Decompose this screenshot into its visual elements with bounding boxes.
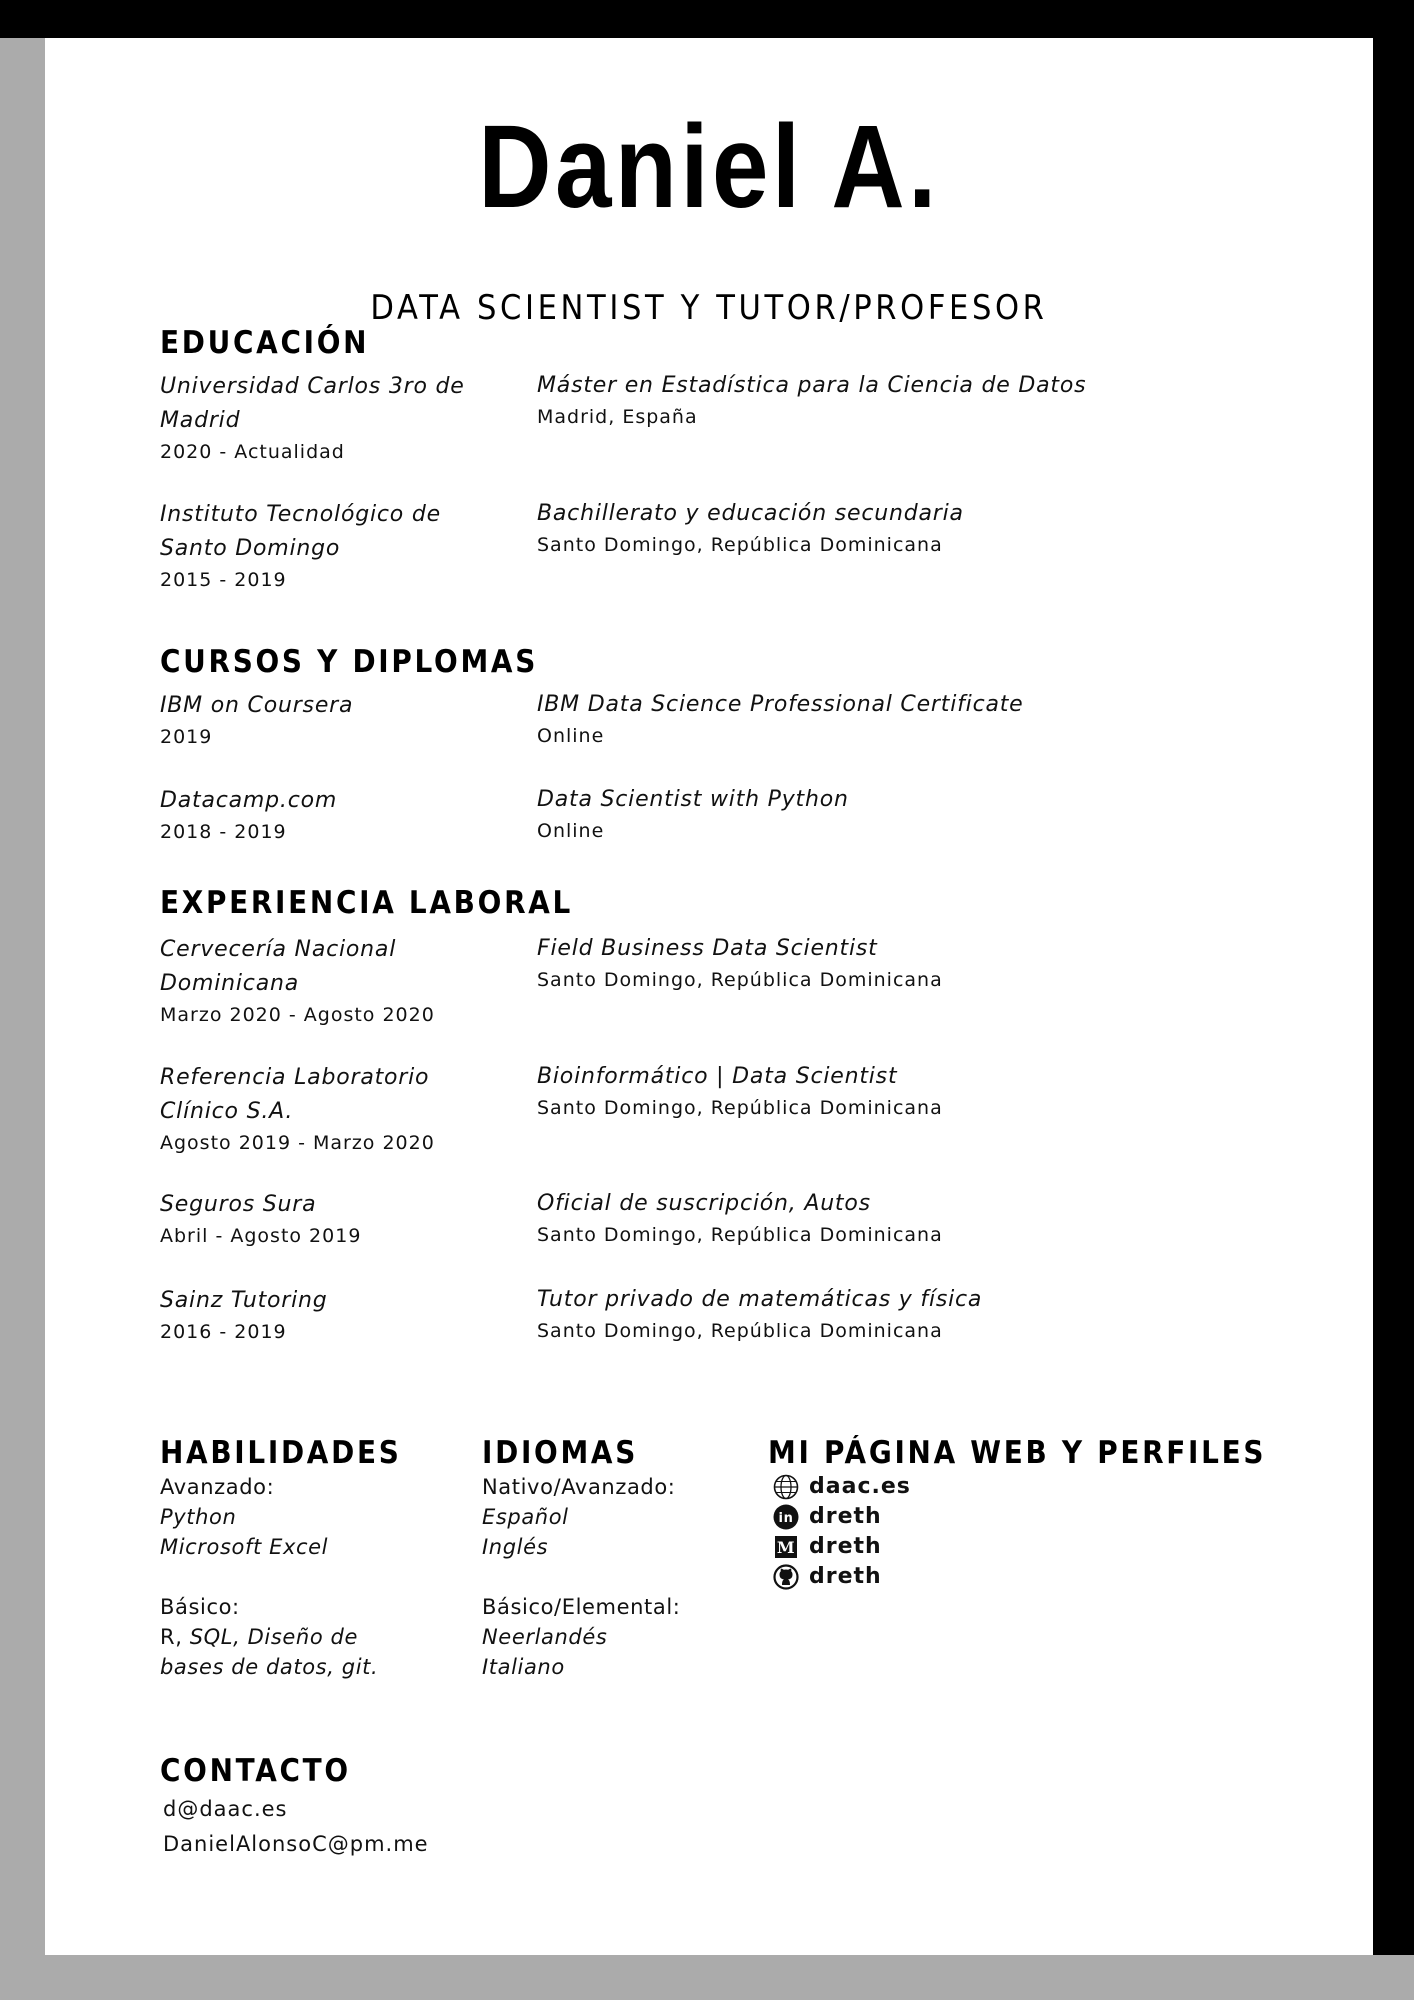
company-name-cont: Dominicana <box>160 971 300 996</box>
education-dates: 2015 - 2019 <box>160 569 287 591</box>
profile-link-linkedin[interactable] <box>773 1502 1273 1532</box>
job-location: Santo Domingo, República Dominicana <box>537 1097 943 1119</box>
profiles-list <box>773 1472 1273 1592</box>
experience-dates: Abril - Agosto 2019 <box>160 1225 362 1247</box>
languages-list <box>482 1472 742 1682</box>
course-name: IBM Data Science Professional Certificate <box>537 692 1024 717</box>
course-provider: IBM on Coursera <box>160 693 354 718</box>
languages-native-label: Nativo/Avanzado: <box>482 1475 676 1499</box>
resume-page <box>45 38 1373 1955</box>
svg-text:in: in <box>778 1511 794 1526</box>
job-location: Santo Domingo, República Dominicana <box>537 969 943 991</box>
section-title-profiles: MI PÁGINA WEB Y PERFILES <box>768 1435 1267 1471</box>
experience-entry-1-left <box>160 933 490 1029</box>
profile-link-text: dreth <box>809 1504 882 1529</box>
skills-list <box>160 1472 460 1682</box>
profile-link-medium[interactable] <box>773 1532 1273 1562</box>
job-role: Bioinformático | Data Scientist <box>537 1064 898 1089</box>
experience-entry-3-left <box>160 1188 490 1250</box>
course-dates: 2018 - 2019 <box>160 821 287 843</box>
experience-dates: 2016 - 2019 <box>160 1321 287 1343</box>
left-border <box>0 38 45 2000</box>
github-icon <box>773 1564 799 1590</box>
experience-entry-2-right <box>537 1061 1297 1123</box>
course-entry-2-left <box>160 784 490 846</box>
company-name: Sainz Tutoring <box>160 1288 328 1313</box>
experience-entry-1-right <box>537 933 1297 995</box>
course-dates: 2019 <box>160 726 213 748</box>
language-item: Inglés <box>482 1535 549 1559</box>
section-title-courses: CURSOS Y DIPLOMAS <box>160 644 538 680</box>
experience-entry-4-right <box>537 1284 1297 1346</box>
bottom-border <box>0 1955 1414 2000</box>
contact-email[interactable]: DanielAlonsoC@pm.me <box>163 1832 429 1856</box>
program-name: Máster en Estadística para la Ciencia de Datos <box>537 373 1087 398</box>
language-item: Italiano <box>482 1655 565 1679</box>
education-entry-2-left <box>160 498 490 594</box>
experience-entry-3-right <box>537 1188 1297 1250</box>
resume-subtitle: DATA SCIENTIST Y TUTOR/PROFESOR <box>370 288 1048 328</box>
profile-link-text: dreth <box>809 1534 882 1559</box>
skill-item: Python <box>160 1505 237 1529</box>
linkedin-icon <box>773 1504 799 1530</box>
skill-basic-rest: SQL, Diseño de <box>189 1625 359 1649</box>
experience-dates: Agosto 2019 - Marzo 2020 <box>160 1132 435 1154</box>
profile-link-text: dreth <box>809 1564 882 1589</box>
skill-basic-prefix: R, <box>160 1625 190 1649</box>
course-entry-2-right <box>537 784 1297 846</box>
medium-icon <box>773 1534 799 1560</box>
globe-icon <box>773 1474 799 1500</box>
svg-text:M: M <box>776 1538 796 1557</box>
skills-basic-line-2: bases de datos, git. <box>160 1655 379 1679</box>
institution-name: Instituto Tecnológico de <box>160 502 441 527</box>
experience-dates: Marzo 2020 - Agosto 2020 <box>160 1004 435 1026</box>
section-title-skills: HABILIDADES <box>160 1435 402 1471</box>
program-name: Bachillerato y educación secundaria <box>537 501 964 526</box>
language-item: Neerlandés <box>482 1625 608 1649</box>
top-border <box>0 0 1414 38</box>
institution-name-cont: Madrid <box>160 408 241 433</box>
contact-email[interactable]: d@daac.es <box>163 1797 288 1821</box>
education-entry-1-right <box>537 370 1297 432</box>
skill-item: Microsoft Excel <box>160 1535 329 1559</box>
experience-entry-2-left <box>160 1061 490 1157</box>
job-role: Oficial de suscripción, Autos <box>537 1191 871 1216</box>
course-entry-1-right <box>537 689 1297 751</box>
job-role: Field Business Data Scientist <box>537 936 878 961</box>
section-title-education: EDUCACIÓN <box>160 325 370 361</box>
experience-entry-4-left <box>160 1284 490 1346</box>
job-location: Santo Domingo, República Dominicana <box>537 1320 943 1342</box>
course-mode: Online <box>537 725 605 747</box>
course-mode: Online <box>537 820 605 842</box>
profile-link-website[interactable] <box>773 1472 1273 1502</box>
company-name: Cervecería Nacional <box>160 937 397 962</box>
program-location: Santo Domingo, República Dominicana <box>537 534 943 556</box>
contact-list <box>163 1792 429 1862</box>
job-role: Tutor privado de matemáticas y física <box>537 1287 983 1312</box>
section-title-contact: CONTACTO <box>160 1753 351 1789</box>
profile-link-text: daac.es <box>809 1474 911 1499</box>
company-name: Referencia Laboratorio <box>160 1065 430 1090</box>
company-name-cont: Clínico S.A. <box>160 1099 294 1124</box>
resume-name: Daniel A. <box>478 101 940 233</box>
section-title-experience: EXPERIENCIA LABORAL <box>160 885 574 921</box>
education-dates: 2020 - Actualidad <box>160 441 345 463</box>
program-location: Madrid, España <box>537 406 698 428</box>
languages-basic-label: Básico/Elemental: <box>482 1595 681 1619</box>
course-entry-1-left <box>160 689 490 751</box>
course-name: Data Scientist with Python <box>537 787 849 812</box>
profile-link-github[interactable] <box>773 1562 1273 1592</box>
education-entry-1-left <box>160 370 490 466</box>
right-border <box>1373 38 1414 1958</box>
course-provider: Datacamp.com <box>160 788 338 813</box>
job-location: Santo Domingo, República Dominicana <box>537 1224 943 1246</box>
skills-basic-label: Básico: <box>160 1595 240 1619</box>
institution-name-cont: Santo Domingo <box>160 536 341 561</box>
skills-basic-line-1 <box>160 1622 460 1652</box>
company-name: Seguros Sura <box>160 1192 317 1217</box>
education-entry-2-right <box>537 498 1297 560</box>
skills-advanced-label: Avanzado: <box>160 1475 275 1499</box>
section-title-languages: IDIOMAS <box>482 1435 638 1471</box>
language-item: Español <box>482 1505 569 1529</box>
institution-name: Universidad Carlos 3ro de <box>160 374 465 399</box>
